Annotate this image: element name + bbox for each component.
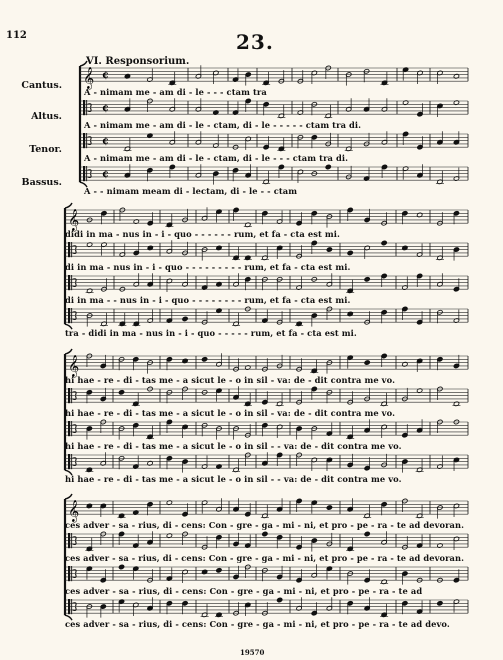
- lyric-line: hi hae - re - di - tas me - a sicut le - o in sil - - va: de - dit contra me vo.: [65, 473, 402, 484]
- c-clef-icon: [68, 533, 70, 548]
- note-head: [364, 360, 370, 365]
- treble-clef-icon: 𝄞: [68, 500, 80, 523]
- c-clef-icon: [86, 166, 87, 181]
- note-head: [277, 597, 283, 602]
- treble-clef-icon: 𝄞: [68, 209, 80, 232]
- lyric-line: A - - nimam meam di - lectam, di - le - - ctam: [84, 185, 298, 196]
- c-clef-icon: [71, 566, 72, 581]
- note-head: [364, 277, 370, 282]
- c-clef-icon: [68, 566, 70, 581]
- plate-number: 19570: [240, 648, 265, 657]
- page-number: 112: [6, 30, 27, 41]
- c-clef-icon: [68, 242, 70, 257]
- bracket-hook: [80, 61, 87, 66]
- time-signature-icon: ¢: [102, 168, 109, 180]
- c-clef-icon: [68, 421, 70, 436]
- c-clef-icon: [71, 308, 72, 323]
- c-clef-icon: [83, 100, 85, 115]
- section-title: VI. Responsorium.: [86, 56, 190, 67]
- lyric-line: ces adver - sa - rius, di - cens: Con - gre - ga - mi - ni, et pro - pe - ra - te ad devoran.: [65, 519, 465, 530]
- lyric-line: di in ma - nus in - i - quo - - - - - - - - - rum, et fa - cta est mi.: [65, 261, 351, 272]
- note-head: [118, 564, 124, 569]
- note-head: [216, 568, 222, 573]
- note-head: [325, 164, 331, 169]
- lyric-line: di in ma - - nus in - i - quo - - - - - - - - rum, et fa - cta est mi.: [65, 294, 351, 305]
- voice-label-tenor: Tenor.: [29, 144, 62, 155]
- c-clef-icon: [71, 599, 72, 614]
- time-signature-icon: ¢: [102, 135, 109, 147]
- c-clef-icon: [71, 242, 72, 257]
- note-head: [262, 531, 268, 536]
- note-head: [118, 390, 124, 395]
- piece-number: 23.: [236, 30, 274, 54]
- bracket-hook: [65, 494, 72, 499]
- note-head: [202, 357, 208, 362]
- voice-label-bassus: Bassus.: [21, 177, 62, 188]
- c-clef-icon: [83, 166, 85, 181]
- bracket-hook: [65, 203, 72, 208]
- lyric-line: tra - didi in ma - nus in - i - quo - - - - - rum, et fa - cta est mi.: [65, 327, 357, 338]
- c-clef-icon: [68, 599, 70, 614]
- bracket-hook: [65, 349, 72, 354]
- c-clef-icon: [86, 100, 87, 115]
- note-head: [326, 505, 332, 510]
- c-clef-icon: [68, 308, 70, 323]
- treble-clef-icon: 𝄞: [83, 67, 95, 90]
- treble-clef-icon: 𝄞: [68, 355, 80, 378]
- time-signature-icon: ¢: [102, 102, 109, 114]
- lyric-line: A - nimam me - am di - le - ctam, di - le - - - ctam tra di.: [84, 152, 349, 163]
- voice-label-altus: Altus.: [31, 111, 62, 122]
- voice-label-cantus: Cantus.: [21, 80, 62, 91]
- note-head: [347, 250, 353, 255]
- lyric-line: A - nimam me - am di - le - - - ctam tra: [84, 86, 267, 97]
- c-clef-icon: [71, 533, 72, 548]
- note-head: [326, 247, 332, 252]
- c-clef-icon: [71, 275, 72, 290]
- lyric-line: ces adver - sa - rius, di - cens: Con - gre - ga - mi - ni, et pro - pe - ra - te ad devoran.: [65, 552, 465, 563]
- c-clef-icon: [86, 133, 87, 148]
- lyric-line: ces adver - sa - rius, di - cens: Con - gre - ga - mi - ni, et pro - pe - ra - te ad: [65, 585, 423, 596]
- lyric-line: didi in ma - nus in - i - quo - - - - - - rum, et fa - cta est mi.: [65, 228, 341, 239]
- lyric-line: hi hae - re - di - tas me - a sicut le - o in sil - va: de - dit contra me vo.: [65, 374, 396, 385]
- c-clef-icon: [68, 275, 70, 290]
- c-clef-icon: [83, 133, 85, 148]
- c-clef-icon: [68, 454, 70, 469]
- lyric-line: ces adver - sa - rius, di - cens: Con - gre - ga - mi - ni, et pro - pe - ra - te ad devo.: [65, 618, 450, 629]
- note-head: [437, 601, 443, 606]
- c-clef-icon: [71, 388, 72, 403]
- c-clef-icon: [71, 454, 72, 469]
- lyric-line: hi hae - re - di - tas me - a sicut le - o in sil - va: de - dit contra me vo.: [65, 407, 396, 418]
- note-head: [364, 531, 370, 536]
- c-clef-icon: [68, 388, 70, 403]
- note-head: [182, 316, 188, 321]
- lyric-line: hi hae - re - di - tas me - a sicut le - o in sil - - va: de - dit contra me vo.: [65, 440, 402, 451]
- note-head: [381, 240, 387, 245]
- time-signature-icon: ¢: [102, 69, 109, 81]
- c-clef-icon: [71, 421, 72, 436]
- lyric-line: A - nimam me - am di - le - ctam, di - le - - - - - ctam tra di.: [84, 119, 362, 130]
